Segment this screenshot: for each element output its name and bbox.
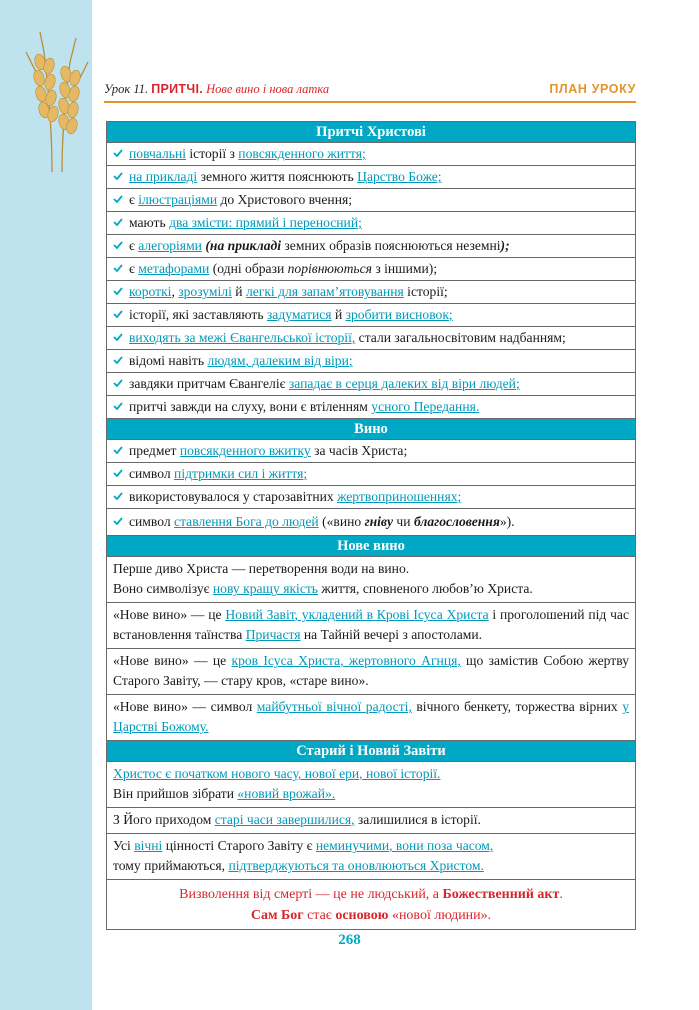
list-item: відомі навіть людям, далеким від віри;: [107, 350, 635, 373]
page-number: 268: [338, 932, 361, 948]
wheat-icon: [22, 32, 92, 172]
check-icon: [113, 195, 123, 203]
list-item: предмет повсякденного вжитку за часів Христа;: [107, 440, 635, 463]
check-icon: [113, 379, 123, 387]
section-title-new-wine: Нове вино: [107, 536, 635, 557]
text-block: З Його приходом старі часи завершилися, залишилися в історії.: [107, 808, 635, 834]
text-block: «Нове вино» — символ майбутньої вічної радості, вічного бенкету, торжества вірних у Царстві Божому.: [107, 695, 635, 741]
list-item: є метафорами (одні образи порівнюються з іншими);: [107, 258, 635, 281]
section-title-testaments: Старий і Новий Завіти: [107, 741, 635, 762]
text-block: Усі вічні цінності Старого Завіту є неминучими, вони поза часом, тому приймаються, підтверджуються та оновлюються Христом.: [107, 834, 635, 880]
check-icon: [113, 446, 123, 454]
text-block: Христос є початком нового часу, нової ери, нової історії. Він прийшов зібрати «новий врожай».: [107, 762, 635, 808]
section-title-parables: Притчі Христові: [107, 122, 635, 143]
list-item: історії, які заставляють задуматися й зробити висновок;: [107, 304, 635, 327]
text-block: «Нове вино» — це кров Ісуса Христа, жертовного Агнця, що замістив Собою жертву Старого Завіту, — стару кров, «старе вино».: [107, 649, 635, 695]
list-item: притчі завжди на слуху, вони є втіленням усного Передання.: [107, 396, 635, 419]
conclusion-block: Визволення від смерті — це не людський, а Божественний акт. Сам Бог стає основою «нової людини».: [107, 880, 635, 930]
check-icon: [113, 469, 123, 477]
header-divider: [104, 101, 636, 103]
lesson-line: [104, 82, 329, 97]
text-block: Перше диво Христа — перетворення води на вино. Воно символізує нову кращу якість життя, сповненого любов’ю Христа.: [107, 557, 635, 603]
list-item: використовувалося у старозавітних жертвоприношеннях;: [107, 486, 635, 509]
lesson-table: [106, 121, 636, 930]
lesson-plan-label: ПЛАН УРОКУ: [549, 82, 636, 96]
list-item: символ ставлення Бога до людей («вино гніву чи благословення»).: [107, 509, 635, 536]
lesson-number: Урок 11.: [104, 82, 149, 96]
list-item: є ілюстраціями до Христового вчення;: [107, 189, 635, 212]
check-icon: [113, 218, 123, 226]
lesson-topic: ПРИТЧІ.: [151, 82, 203, 96]
check-icon: [113, 333, 123, 341]
check-icon: [113, 287, 123, 295]
list-item: на прикладі земного життя пояснюють Царство Боже;: [107, 166, 635, 189]
list-item: символ підтримки сил і життя;: [107, 463, 635, 486]
check-icon: [113, 492, 123, 500]
check-icon: [113, 172, 123, 180]
check-icon: [113, 310, 123, 318]
section-title-wine: Вино: [107, 419, 635, 440]
list-item: повчальні історії з повсякденного життя;: [107, 143, 635, 166]
list-item: виходять за межі Євангельської історії, стали загальносвітовим надбанням;: [107, 327, 635, 350]
check-icon: [113, 241, 123, 249]
check-icon: [113, 402, 123, 410]
page-header: [104, 82, 636, 100]
check-icon: [113, 149, 123, 157]
list-item: мають два змісти: прямий і переносний;: [107, 212, 635, 235]
check-icon: [113, 517, 123, 525]
check-icon: [113, 264, 123, 272]
list-item: завдяки притчам Євангеліє западає в серця далеких від віри людей;: [107, 373, 635, 396]
list-item: короткі, зрозумілі й легкі для запам’ятовування історії;: [107, 281, 635, 304]
lesson-subtitle: Нове вино і нова латка: [206, 82, 330, 96]
text-block: «Нове вино» — це Новий Завіт, укладений в Крові Ісуса Христа і проголошений під час встановлення таїнства Причастя на Тайній вечері з апостолами.: [107, 603, 635, 649]
check-icon: [113, 356, 123, 364]
list-item: є алегоріями (на прикладі земних образів пояснюються неземні);: [107, 235, 635, 258]
